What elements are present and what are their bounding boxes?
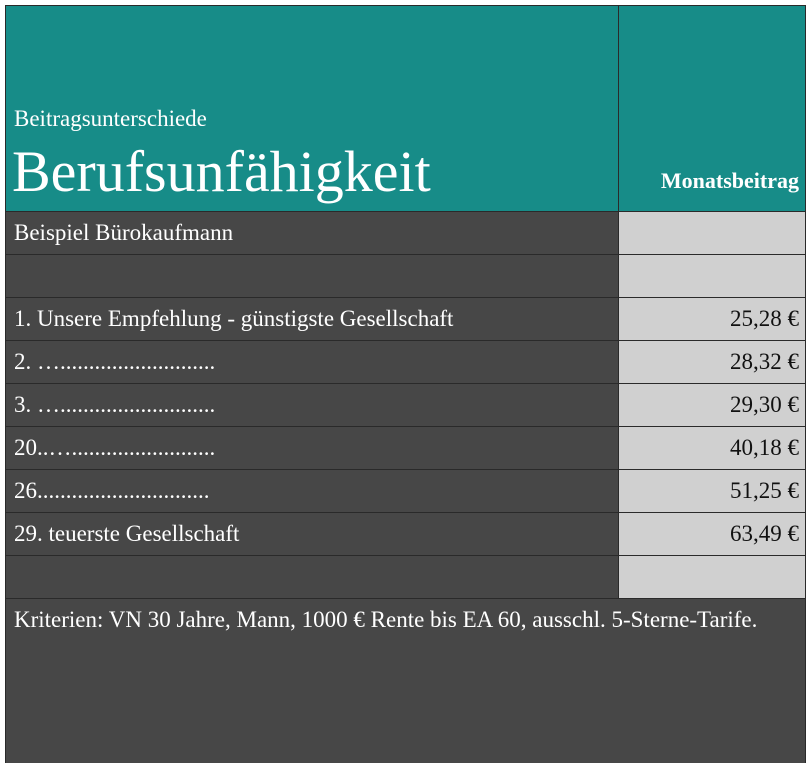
row-label: 29. teuerste Gesellschaft bbox=[6, 513, 619, 555]
premium-comparison-table bbox=[5, 5, 806, 763]
header-title-cell bbox=[6, 6, 619, 211]
row-label: 26.............................. bbox=[6, 470, 619, 512]
row-value: 29,30 € bbox=[619, 384, 805, 426]
row-value: 63,49 € bbox=[619, 513, 805, 555]
row-value: 28,32 € bbox=[619, 341, 805, 383]
row-value bbox=[619, 255, 805, 297]
row-label: 1. Unsere Empfehlung - günstigste Gesellschaft bbox=[6, 298, 619, 340]
row-label: 3. …........................... bbox=[6, 384, 619, 426]
row-label bbox=[6, 556, 619, 598]
row-value bbox=[619, 556, 805, 598]
table-row bbox=[6, 255, 805, 298]
table-row bbox=[6, 556, 805, 599]
row-value: 40,18 € bbox=[619, 427, 805, 469]
column-heading-monthly: Monatsbeitrag bbox=[660, 168, 799, 193]
table-row bbox=[6, 384, 805, 427]
table-header bbox=[6, 6, 805, 212]
header-column-cell bbox=[619, 6, 805, 211]
criteria-footer bbox=[6, 599, 805, 763]
row-value: 51,25 € bbox=[619, 470, 805, 512]
table-row bbox=[6, 298, 805, 341]
row-label: Beispiel Bürokaufmann bbox=[6, 212, 619, 254]
row-value: 25,28 € bbox=[619, 298, 805, 340]
row-value bbox=[619, 212, 805, 254]
table-subtitle: Beitragsunterschiede bbox=[14, 106, 207, 131]
table-row bbox=[6, 513, 805, 556]
table-row bbox=[6, 212, 805, 255]
criteria-text: Kriterien: VN 30 Jahre, Mann, 1000 € Rente bis EA 60, ausschl. 5-Sterne-Tarife. bbox=[14, 607, 758, 632]
table-row bbox=[6, 470, 805, 513]
row-label: 20..…......................... bbox=[6, 427, 619, 469]
row-label bbox=[6, 255, 619, 297]
table-row bbox=[6, 341, 805, 384]
row-label: 2. …........................... bbox=[6, 341, 619, 383]
table-row bbox=[6, 427, 805, 470]
table-title: Berufsunfähigkeit bbox=[12, 139, 431, 204]
